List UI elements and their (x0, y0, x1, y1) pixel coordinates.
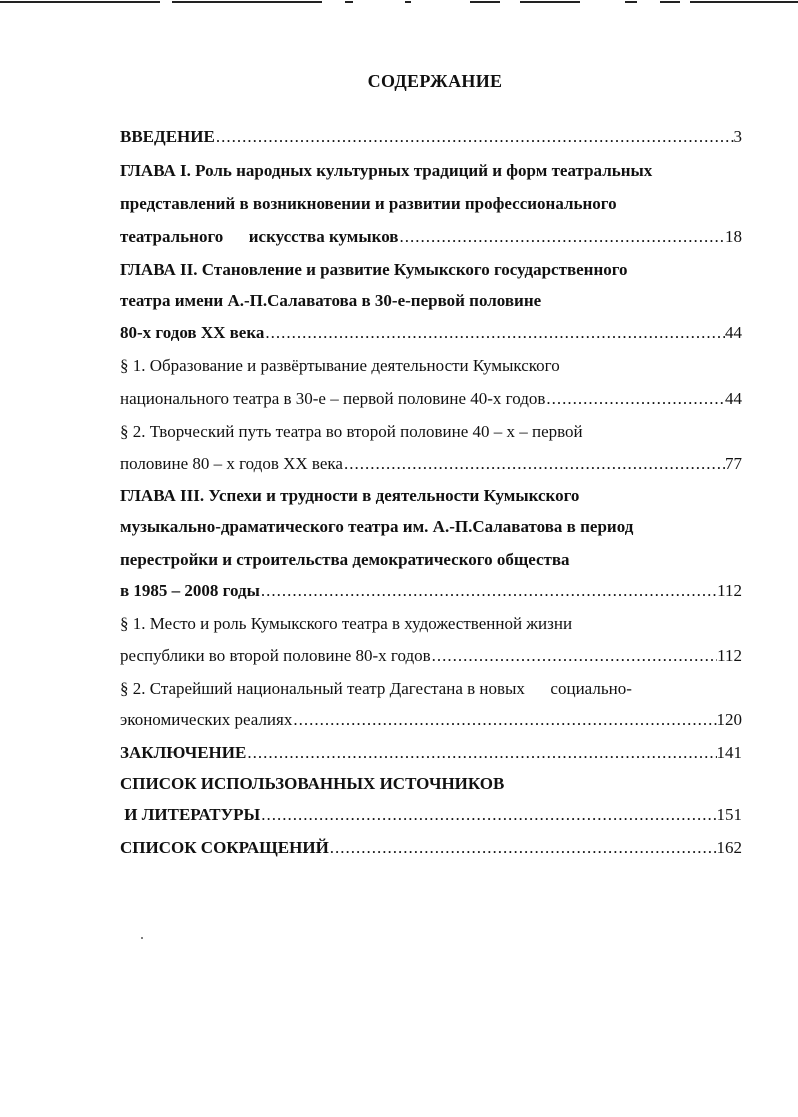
toc-entry (120, 420, 742, 444)
toc-leader-dots (329, 836, 717, 860)
toc-entry-text: национального театра в 30-е – первой половине 40-х годов (120, 389, 546, 408)
toc-entry-text: театра имени А.-П.Салаватова в 30-е-первой половине (120, 291, 542, 310)
page-title: СОДЕРЖАНИЕ (367, 71, 503, 91)
toc-entry (120, 836, 742, 860)
toc-leader-dots (292, 708, 716, 732)
toc-entry-text: СПИСОК СОКРАЩЕНИЙ (120, 838, 329, 857)
toc-entry-text: ВВЕДЕНИЕ (120, 127, 215, 146)
toc-entry (120, 677, 742, 701)
toc-entry-text: ЗАКЛЮЧЕНИЕ (120, 743, 247, 762)
scan-speck (141, 937, 143, 939)
toc-page-number: 141 (716, 743, 742, 762)
toc-leader-dots (246, 741, 716, 765)
toc-entry-text: половине 80 – х годов ХХ века (120, 454, 343, 473)
toc-entry (120, 803, 742, 827)
toc-entry-text: музыкально-драматического театра им. А.-П.Салаватова в период (120, 517, 634, 536)
toc-entry-text: ГЛАВА III. Успехи и трудности в деятельности Кумыкского (120, 486, 580, 505)
toc-entry-text: ГЛАВА I. Роль народных культурных традиций и форм театральных (120, 161, 653, 180)
toc-entry (120, 484, 742, 508)
toc-entry-text: перестройки и строительства демократического общества (120, 550, 570, 569)
toc-entry (120, 772, 742, 796)
toc-entry (120, 515, 742, 539)
toc-page-number: 120 (716, 710, 742, 729)
toc-page-number: 151 (716, 805, 742, 824)
toc-leader-dots (431, 644, 717, 668)
toc-entry (120, 125, 742, 149)
toc-leader-dots (399, 225, 726, 249)
toc-entry-text: § 1. Образование и развёртывание деятельности Кумыкского (120, 356, 560, 375)
toc-entry (120, 387, 742, 411)
toc-page-number: 18 (725, 227, 742, 246)
toc-leader-dots (260, 803, 716, 827)
toc-entry-text: § 1. Место и роль Кумыкского театра в художественной жизни (120, 614, 573, 633)
toc-page-number: 3 (733, 127, 742, 146)
toc-entry-text: республики во второй половине 80-х годов (120, 646, 431, 665)
toc-leader-dots (545, 387, 725, 411)
toc-entry-text: представлений в возникновении и развитии профессионального (120, 194, 617, 213)
toc-entry-text: 80-х годов ХХ века (120, 323, 265, 342)
toc-entry-text: И ЛИТЕРАТУРЫ (120, 805, 261, 824)
toc-entry (120, 741, 742, 765)
toc-leader-dots (264, 321, 725, 345)
toc-entry (120, 192, 742, 216)
toc-leader-dots (260, 579, 717, 603)
toc-page-number: 162 (716, 838, 742, 857)
toc-entry-text: СПИСОК ИСПОЛЬЗОВАННЫХ ИСТОЧНИКОВ (120, 774, 505, 793)
toc-entry (120, 644, 742, 668)
toc-entry (120, 354, 742, 378)
toc-entry (120, 321, 742, 345)
toc-entry (120, 708, 742, 732)
toc-entry-text: театрального искусства кумыков (120, 227, 399, 246)
toc-page-number: 77 (725, 454, 742, 473)
toc-entry-text: § 2. Творческий путь театра во второй половине 40 – х – первой (120, 422, 583, 441)
toc-leader-dots (343, 452, 725, 476)
toc-page-number: 44 (725, 323, 742, 342)
toc-entry-text: в 1985 – 2008 годы (120, 581, 260, 600)
toc-entry (120, 159, 742, 183)
toc-entry-text: § 2. Старейший национальный театр Дагестана в новых социально- (120, 679, 632, 698)
toc-entry (120, 612, 742, 636)
toc-entry (120, 452, 742, 476)
toc-page-number: 112 (717, 581, 742, 600)
toc-entry (120, 579, 742, 603)
toc-entry-text: ГЛАВА II. Становление и развитие Кумыкского государственного (120, 260, 628, 279)
toc-entry (120, 289, 742, 313)
toc-leader-dots (215, 125, 734, 149)
toc-entry (120, 548, 742, 572)
toc-page-number: 112 (717, 646, 742, 665)
toc-entry (120, 225, 742, 249)
toc-entry (120, 258, 742, 282)
toc-page-number: 44 (725, 389, 742, 408)
toc-entry-text: экономических реалиях (120, 710, 293, 729)
scan-edge (0, 0, 798, 6)
